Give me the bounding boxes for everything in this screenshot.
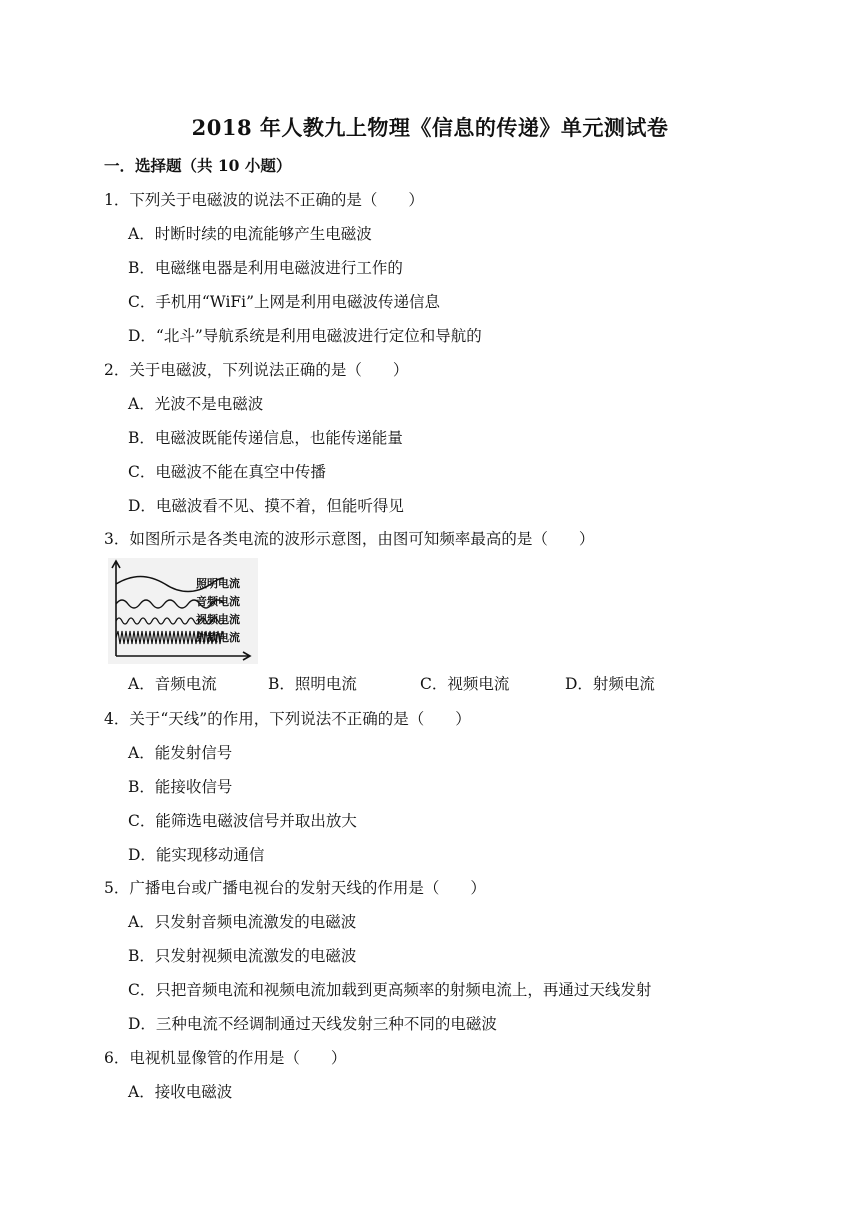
question-2-option-c: C．电磁波不能在真空中传播 <box>128 463 326 481</box>
question-3-option-c: C．视频电流 <box>420 675 510 693</box>
label-radio: 射频电流 <box>196 631 240 644</box>
question-5-option-c: C．只把音频电流和视频电流加载到更高频率的射频电流上，再通过天线发射 <box>128 981 652 999</box>
question-1-option-d: D．“北斗”导航系统是利用电磁波进行定位和导航的 <box>128 327 482 345</box>
label-audio: 音频电流 <box>196 595 240 608</box>
waveform-figure <box>108 558 258 664</box>
label-lighting: 照明电流 <box>196 577 240 590</box>
question-1-option-a: A．时断时续的电流能够产生电磁波 <box>128 225 372 243</box>
question-6-stem: 6．电视机显像管的作用是（ ） <box>104 1049 347 1067</box>
question-1-option-b: B．电磁继电器是利用电磁波进行工作的 <box>128 259 403 277</box>
question-3-option-d: D．射频电流 <box>565 675 655 693</box>
question-1-stem: 1．下列关于电磁波的说法不正确的是（ ） <box>104 191 424 209</box>
question-3-option-b: B．照明电流 <box>268 675 357 693</box>
question-1-option-c: C．手机用“WiFi”上网是利用电磁波传递信息 <box>128 293 441 311</box>
question-5-option-a: A．只发射音频电流激发的电磁波 <box>128 913 357 931</box>
question-5-option-d: D．三种电流不经调制通过天线发射三种不同的电磁波 <box>128 1015 497 1033</box>
page-title: 2018 年人教九上物理《信息的传递》单元测试卷 <box>191 115 669 140</box>
question-4-stem: 4．关于“天线”的作用，下列说法不正确的是（ ） <box>104 710 471 728</box>
question-6-option-a: A．接收电磁波 <box>128 1083 233 1101</box>
question-2-option-d: D．电磁波看不见、摸不着，但能听得见 <box>128 497 404 515</box>
question-2-stem: 2．关于电磁波，下列说法正确的是（ ） <box>104 361 409 379</box>
question-5-option-b: B．只发射视频电流激发的电磁波 <box>128 947 357 965</box>
question-3-options <box>0 672 860 696</box>
question-2-option-b: B．电磁波既能传递信息，也能传递能量 <box>128 429 403 447</box>
question-4-option-d: D．能实现移动通信 <box>128 846 265 864</box>
question-2-option-a: A．光波不是电磁波 <box>128 395 264 413</box>
question-3-stem: 3．如图所示是各类电流的波形示意图，由图可知频率最高的是（ ） <box>104 530 595 548</box>
question-4-option-a: A．能发射信号 <box>128 744 233 762</box>
question-5-stem: 5．广播电台或广播电视台的发射天线的作用是（ ） <box>104 879 486 897</box>
section-heading: 一．选择题（共 10 小题） <box>104 156 292 175</box>
question-3-option-a: A．音频电流 <box>128 675 217 693</box>
question-4-option-b: B．能接收信号 <box>128 778 233 796</box>
question-4-option-c: C．能筛选电磁波信号并取出放大 <box>128 812 357 830</box>
label-video: 视频电流 <box>196 613 240 626</box>
